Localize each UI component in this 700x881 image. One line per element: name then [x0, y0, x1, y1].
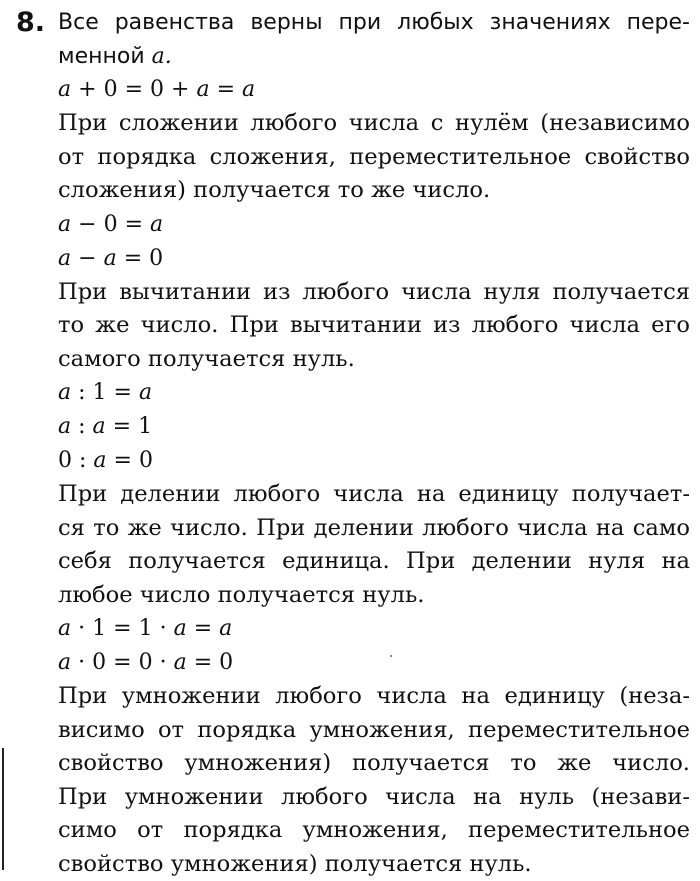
paragraph-line: При вычитании из любого числа нуля получается — [58, 276, 690, 310]
variable-a: a — [139, 380, 152, 405]
variable-a: a — [150, 212, 163, 237]
explanation-paragraph — [58, 478, 690, 612]
variable-a: a — [58, 414, 71, 439]
paragraph-line: висимо от порядка умножения, переместительное — [58, 714, 690, 748]
task-content — [58, 6, 690, 881]
formula-line: a · 1 = 1 · a = a — [58, 612, 690, 646]
explanation-paragraph — [58, 276, 690, 377]
variable-a: a — [196, 77, 209, 102]
intro-paragraph — [58, 6, 690, 73]
formula-line: a · 0 = 0 · a = 0 — [58, 646, 690, 680]
variable-a: a — [93, 414, 106, 439]
paragraph-line: При делении любого числа на единицу получает- — [58, 478, 690, 512]
variable-a: a — [104, 246, 117, 271]
explanation-paragraph — [58, 107, 690, 208]
variable-a: a — [58, 212, 71, 237]
paragraph-line: При сложении любого числа с нулём (независимо — [58, 107, 690, 141]
intro-line-2 — [58, 40, 690, 74]
paragraph-line: симо от порядка умножения, переместительное — [58, 814, 690, 848]
paragraph-line: самого получается нуль. — [58, 343, 690, 377]
paragraph-line: свойство умножения) получается нуль. — [58, 848, 690, 881]
variable-a: a — [174, 650, 187, 675]
paragraph-line: При умножении любого числа на единицу (неза- — [58, 680, 690, 714]
content-blocks — [58, 73, 690, 881]
formula-line: a : 1 = a — [58, 376, 690, 410]
explanation-paragraph — [58, 680, 690, 881]
formula-line: a : a = 1 — [58, 410, 690, 444]
variable-a: a — [58, 650, 71, 675]
formula-line: a + 0 = 0 + a = a — [58, 73, 690, 107]
variable-a: a — [219, 616, 232, 641]
formula-line: a − a = 0 — [58, 242, 690, 276]
variable-a: a — [58, 77, 71, 102]
paragraph-line: себя получается единица. При делении нуля на — [58, 545, 690, 579]
margin-line — [2, 748, 4, 870]
intro-line-2-text: менной — [58, 44, 152, 69]
formula-line: 0 : a = 0 — [58, 444, 690, 478]
paragraph-line: любое число получается нуль. — [58, 579, 690, 613]
paragraph-line: от порядка сложения, переместительное свойство — [58, 141, 690, 175]
paragraph-line: свойство умножения) получается то же число. — [58, 747, 690, 781]
variable-a: a — [58, 380, 71, 405]
print-speck — [390, 655, 392, 657]
formula-line: a − 0 = a — [58, 208, 690, 242]
paragraph-line: При умножении любого числа на нуль (незави- — [58, 781, 690, 815]
intro-variable: a. — [152, 44, 172, 69]
task-number: 8. — [16, 6, 45, 40]
paragraph-line: то же число. При вычитании из любого числа его — [58, 309, 690, 343]
paragraph-line: сложения) получается то же число. — [58, 174, 690, 208]
variable-a: a — [93, 448, 106, 473]
intro-line-1: Все равенства верны при любых значениях пере- — [58, 6, 690, 40]
variable-a: a — [58, 616, 71, 641]
paragraph-line: ся то же число. При делении любого числа на само — [58, 512, 690, 546]
variable-a: a — [242, 77, 255, 102]
variable-a: a — [58, 246, 71, 271]
variable-a: a — [174, 616, 187, 641]
